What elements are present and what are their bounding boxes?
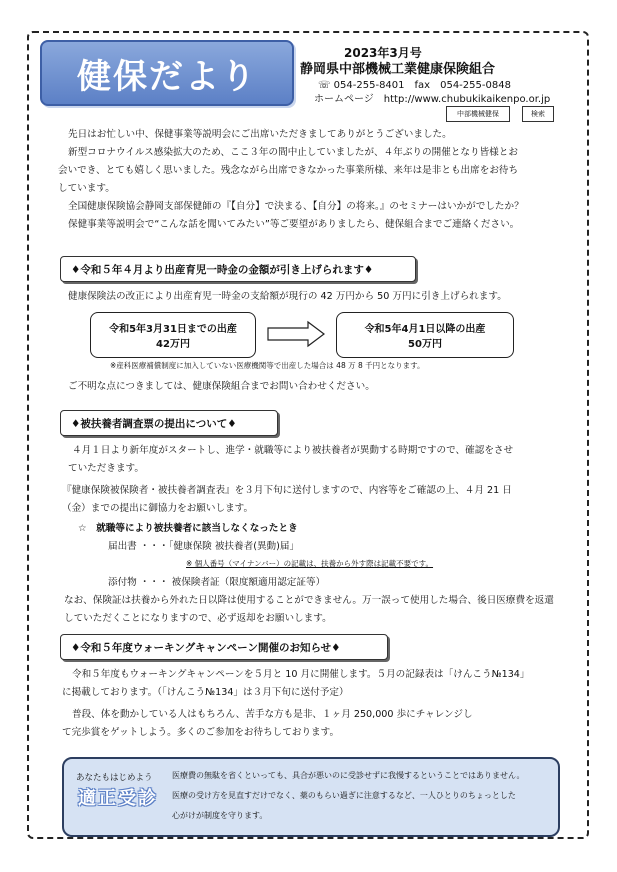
intro-paragraph-2c: しています。 bbox=[58, 183, 115, 194]
intro-paragraph-1: 先日はお忙しい中、保健事業等説明会にご出席いただきましてありがとうございました。 bbox=[68, 129, 452, 140]
dependents-form-2: 添付物 ・・・ 被保険者証（限度額適用認定証等） bbox=[108, 577, 326, 588]
intro-paragraph-3a: 全国健康保険協会静岡支部保健師の『【自分】で決まる、【自分】の将来。』のセミナーはいかがでしたか？ bbox=[68, 201, 524, 212]
birth-allowance-text: 健康保険法の改正により出産育児一時金の支給額が現行の 42 万円から 50 万円に引き上げられます。 bbox=[68, 291, 507, 302]
newsletter-logo: 健保だより bbox=[40, 40, 294, 106]
dependents-text-1a: ４月１日より新年度がスタートし、進学・就職等により被扶養者が異動する時期ですので、確認をさせ bbox=[72, 445, 514, 456]
footer-label-large: 適正受診 bbox=[78, 788, 158, 809]
section-heading-walking: ♦令和５年度ウォーキングキャンペーン開催のお知らせ♦ bbox=[60, 634, 388, 660]
dependents-text-2b: （金）までの提出に御協力をお願いします。 bbox=[62, 503, 254, 514]
contact-info: ☏ 054-255-8401 fax 054-255-0848 bbox=[318, 80, 511, 91]
issue-date: 2023年3月号 bbox=[344, 46, 422, 60]
search-button[interactable]: 検索 bbox=[522, 106, 554, 122]
dependents-star-item: ☆ 就職等により被扶養者に該当しなくなったとき bbox=[78, 523, 298, 534]
section-heading-birth-allowance: ♦令和５年４月より出産育児一時金の金額が引き上げられます♦ bbox=[60, 256, 416, 282]
walking-text-2a: 普段、体を動かしている人はもちろん、苦手な方も是非、１ヶ月 250,000 歩にチャレンジし bbox=[72, 709, 473, 720]
arrow-right-icon bbox=[266, 320, 328, 348]
after-box bbox=[336, 312, 514, 358]
dependents-form-1-note: ※ 個人番号（マイナンバー）の記載は、扶養から外す際は記載不要です。 bbox=[186, 559, 434, 568]
intro-paragraph-3b: 保健事業等説明会で“こんな話を聞いてみたい”等ご要望がありましたら、健保組合までご連絡ください。 bbox=[68, 219, 520, 230]
dependents-text-3b: していただくことになりますので、必ず返却をお願いします。 bbox=[64, 613, 332, 624]
homepage-url: ホームページ http://www.chubukikaikenpo.or.jp bbox=[314, 94, 551, 105]
before-amount: 42万円 bbox=[156, 339, 190, 350]
before-label: 令和5年3月31日までの出産 bbox=[109, 324, 237, 335]
footer-line-3: 心がけが制度を守ります。 bbox=[172, 811, 268, 820]
intro-paragraph-2a: 新型コロナウイルス感染拡大のため、ここ３年の間中止していましたが、４年ぶりの開催となり皆様とお bbox=[68, 147, 518, 158]
walking-text-1a: 令和５年度もウォーキングキャンペーンを５月と 10 月に開催します。５月の記録表は「けんこう№134」 bbox=[72, 669, 530, 680]
dependents-form-1: 届出書 ・・・「健康保険 被扶養者(異動)届」 bbox=[108, 541, 300, 552]
after-label: 令和5年4月1日以降の出産 bbox=[364, 324, 486, 335]
dependents-text-2a: 『健康保険被保険者・被扶養者調査表』を３月下旬に送付しますので、内容等をご確認の上、４月 21 日 bbox=[62, 485, 512, 496]
walking-text-2b: て完歩賞をゲットしよう。多くのご参加をお待ちしております。 bbox=[62, 727, 340, 738]
birth-allowance-note: ※産科医療補償制度に加入していない医療機関等で出産した場合は 48 万 8 千円となります。 bbox=[110, 361, 425, 370]
organization-name: 静岡県中部機械工業健康保険組合 bbox=[300, 62, 496, 77]
after-amount: 50万円 bbox=[408, 339, 442, 350]
intro-paragraph-2b: 会いでき、とても嬉しく思いました。残念ながら出席できなかった事業所様、来年は是非とも出席をお待ち bbox=[58, 165, 519, 176]
birth-allowance-inquiry: ご不明な点につきましては、健康保険組合までお問い合わせください。 bbox=[68, 381, 375, 392]
dependents-text-1b: ていただきます。 bbox=[68, 463, 144, 474]
footer-label-small: あなたもはじめよう bbox=[76, 773, 153, 783]
footer-line-2: 医療の受け方を見直すだけでなく、薬のもらい過ぎに注意するなど、一人ひとりのちょっとした bbox=[172, 791, 516, 800]
dependents-text-3a: なお、保険証は扶養から外れた日以降は使用することができません。万一誤って使用した場合、後日医療費を返還 bbox=[64, 595, 554, 606]
search-keyword-box[interactable]: 中部機械健保 bbox=[446, 106, 510, 122]
footer-line-1: 医療費の無駄を省くといっても、具合が悪いのに受診せずに我慢するということではありません。 bbox=[172, 771, 525, 780]
before-box bbox=[90, 312, 256, 358]
section-heading-dependents: ♦被扶養者調査票の提出について♦ bbox=[60, 410, 278, 436]
walking-text-1b: に掲載しております。（「けんこう№134」は３月下旬に送付予定） bbox=[62, 687, 349, 698]
